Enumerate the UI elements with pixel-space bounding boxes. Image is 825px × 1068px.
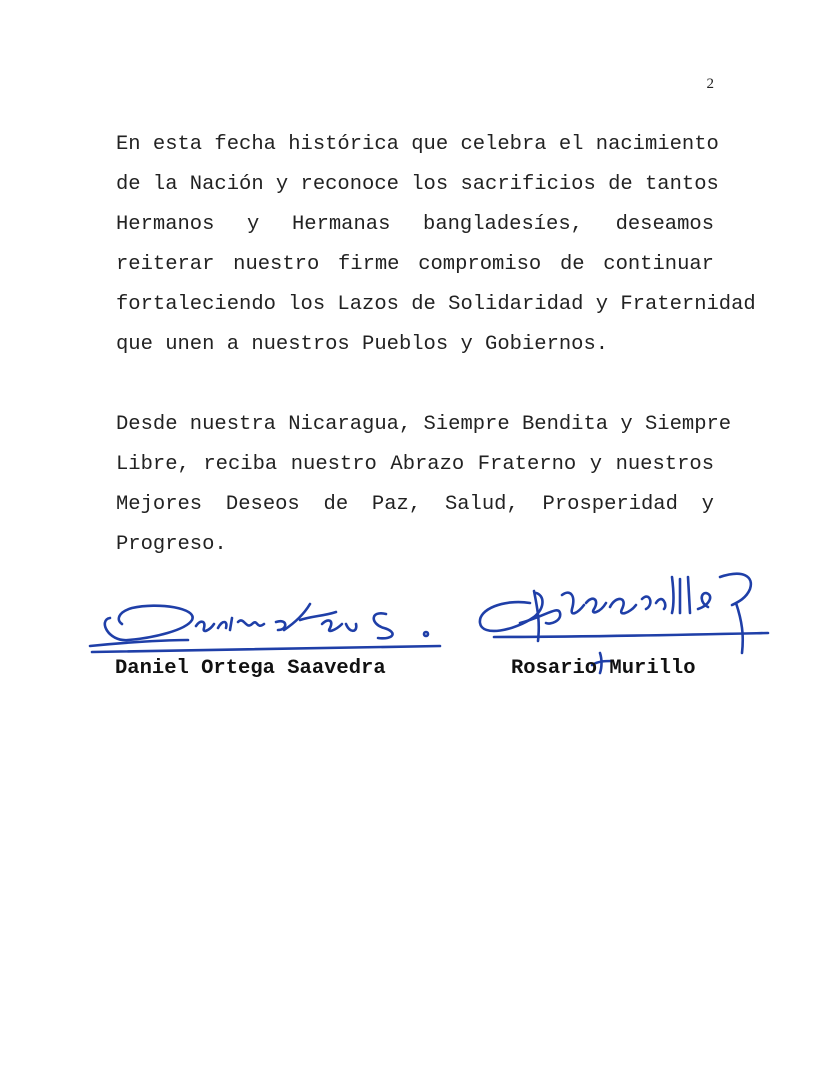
signature-daniel-ortega (88, 590, 443, 662)
paragraph-line: Progreso. (116, 533, 227, 556)
signer-name-daniel-ortega: Daniel Ortega Saavedra (115, 657, 386, 680)
paragraph-line: En esta fecha histórica que celebra el nacimiento (116, 133, 719, 156)
signer-name-rosario-murillo: Rosario Murillo (511, 657, 696, 680)
page-number: 2 (706, 76, 714, 92)
paragraph-line: reiterar nuestro firme compromiso de continuar (116, 253, 714, 276)
paragraph-line: Libre, reciba nuestro Abrazo Fraterno y nuestros (116, 453, 714, 476)
paragraph-line: que unen a nuestros Pueblos y Gobiernos. (116, 333, 609, 356)
paragraph-line: fortaleciendo los Lazos de Solidaridad y Fraternidad (116, 293, 756, 316)
paragraph-line: Mejores Deseos de Paz, Salud, Prosperidad y (116, 493, 714, 516)
paragraph-line: Desde nuestra Nicaragua, Siempre Bendita y Siempre (116, 413, 732, 436)
paragraph-line: de la Nación y reconoce los sacrificios de tantos (116, 173, 719, 196)
paragraph-line: Hermanos y Hermanas bangladesíes, deseamos (116, 213, 714, 236)
paragraph-greeting (116, 125, 756, 365)
paragraph-closing (116, 405, 732, 565)
